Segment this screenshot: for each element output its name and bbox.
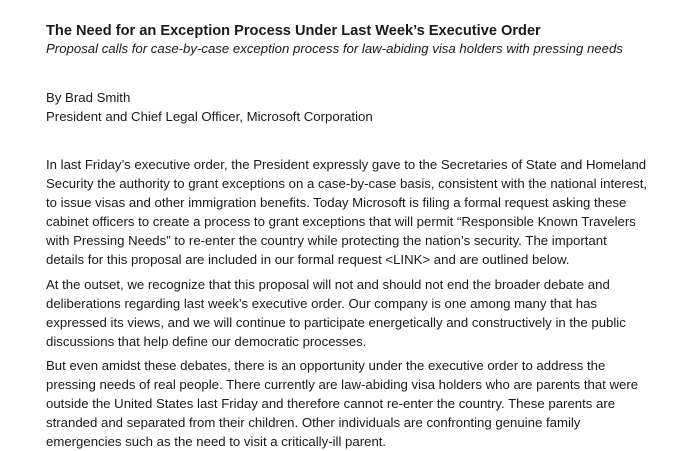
- paragraph-line: cabinet officers to create a process to grant exceptions that will permit “Responsible Known Travelers: [46, 214, 636, 229]
- paragraph-3: [46, 356, 638, 451]
- paragraph-line: pressing needs of real people. There currently are law-abiding visa holders who are parents that were: [46, 377, 639, 392]
- paragraph-line: discussions that help define our democratic processes.: [46, 334, 367, 349]
- paragraph-line: details for this proposal are included in our formal request <LINK> and are outlined below.: [46, 252, 570, 267]
- author-block: [46, 88, 373, 126]
- paragraph-line: emergencies such as the need to visit a critically-ill parent.: [46, 434, 387, 449]
- author-role: President and Chief Legal Officer, Microsoft Corporation: [46, 109, 373, 124]
- paragraph-line: to issue visas and other immigration benefits. Today Microsoft is filing a formal request asking these: [46, 195, 627, 210]
- document-title: The Need for an Exception Process Under Last Week’s Executive Order: [46, 23, 541, 39]
- paragraph-2: [46, 275, 626, 351]
- document: [46, 22, 682, 449]
- paragraph-line: In last Friday’s executive order, the President expressly gave to the Secretaries of State and Homeland: [46, 157, 647, 172]
- paragraph-line: But even amidst these debates, there is an opportunity under the executive order to address the: [46, 358, 606, 373]
- paragraph-line: expressed its views, and we will continue to participate energetically and constructively in the public: [46, 315, 626, 330]
- paragraph-line: outside the United States last Friday and therefore cannot re-enter the country. These parents are: [46, 396, 616, 411]
- paragraph-line: deliberations regarding last week’s executive order. Our company is one among many that has: [46, 296, 598, 311]
- paragraph-line: At the outset, we recognize that this proposal will not and should not end the broader debate and: [46, 277, 610, 292]
- paragraph-line: with Pressing Needs” to re-enter the country while protecting the nation’s security. The important: [46, 233, 607, 248]
- paragraph-1: [46, 155, 647, 269]
- paragraph-line: stranded and separated from their children. Other individuals are confronting genuine family: [46, 415, 581, 430]
- paragraph-line: Security the authority to grant exceptions on a case-by-case basis, consistent with the national interest,: [46, 176, 648, 191]
- byline: By Brad Smith: [46, 90, 131, 105]
- document-subtitle: Proposal calls for case-by-case exception process for law-abiding visa holders with pressing needs: [46, 41, 623, 56]
